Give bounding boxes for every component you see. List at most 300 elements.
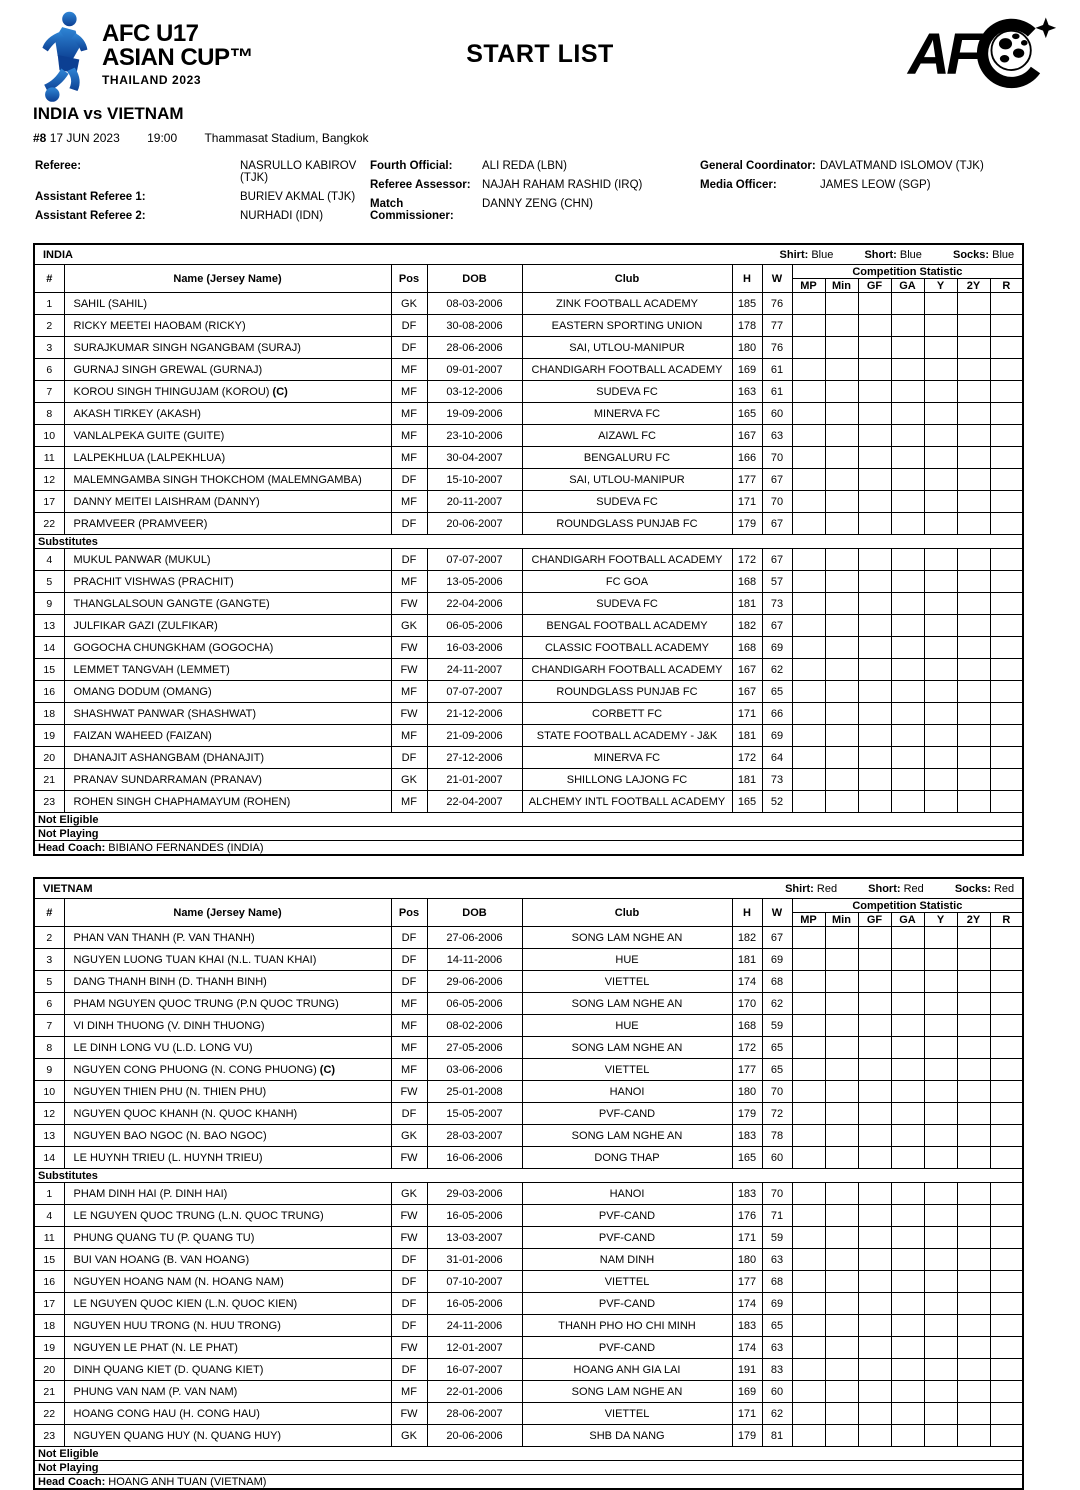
stat-cell [792,1059,825,1081]
kit-info [752,249,1015,261]
player-pos-cell: FW [391,1403,427,1425]
player-weight-cell: 81 [762,1425,792,1447]
player-height-cell: 174 [732,971,762,993]
player-dob-cell: 06-05-2006 [427,615,522,637]
player-height-cell: 181 [732,725,762,747]
player-num-cell: 19 [34,1337,64,1359]
player-row [34,1037,1023,1059]
player-row [34,1015,1023,1037]
player-club-cell: THANH PHO HO CHI MINH [522,1315,732,1337]
stat-cell [957,681,990,703]
player-club-cell: SAI, UTLOU-MANIPUR [522,469,732,491]
stat-cell [825,659,858,681]
player-dob-cell: 27-12-2006 [427,747,522,769]
stat-cell [825,1249,858,1271]
stat-cell [924,637,957,659]
player-weight-cell: 63 [762,1249,792,1271]
player-club-cell: SHB DA NANG [522,1425,732,1447]
stat-cell [858,1059,891,1081]
stat-cell [924,1315,957,1337]
stat-cell [858,993,891,1015]
stat-cell [825,315,858,337]
player-dob-cell: 21-09-2006 [427,725,522,747]
stat-cell [891,1183,924,1205]
official-label: Assistant Referee 2: [35,210,146,222]
player-weight-cell: 77 [762,315,792,337]
stat-cell [858,593,891,615]
player-row [34,1227,1023,1249]
player-num-cell: 22 [34,513,64,535]
stat-cell [924,971,957,993]
col-header-height: H [732,899,762,927]
player-num-cell: 9 [34,1059,64,1081]
kit-short-value: Blue [899,248,922,261]
stat-cell [957,949,990,971]
tournament-logo-line1: AFC U17 [102,20,199,47]
player-weight-cell: 61 [762,381,792,403]
stat-cell [891,1205,924,1227]
captain-marker: (C) [316,1063,336,1076]
player-pos-cell: DF [391,315,427,337]
stat-cell [858,1125,891,1147]
stat-cell [858,615,891,637]
stat-cell [792,1425,825,1447]
stat-cell [825,1315,858,1337]
stat-cell [891,293,924,315]
stat-cell [825,681,858,703]
stat-cell [891,425,924,447]
col-header-min: Min [825,913,858,927]
player-dob-cell: 08-02-2006 [427,1015,522,1037]
match-time: 19:00 [147,131,178,145]
player-num-cell: 13 [34,1125,64,1147]
col-header-pos: Pos [391,899,427,927]
stat-cell [957,381,990,403]
stat-cell [924,1015,957,1037]
player-club-cell: HUE [522,949,732,971]
player-num-cell: 21 [34,1381,64,1403]
stat-cell [858,491,891,513]
player-pos-cell: MF [391,1015,427,1037]
official-value: NURHADI (IDN) [240,210,324,222]
stat-cell [825,703,858,725]
stat-cell [924,1337,957,1359]
player-weight-cell: 59 [762,1015,792,1037]
player-row [34,1059,1023,1081]
stat-cell [825,593,858,615]
stat-cell [825,747,858,769]
player-dob-cell: 31-01-2006 [427,1249,522,1271]
player-pos-cell: DF [391,1359,427,1381]
stat-cell [825,491,858,513]
player-name-cell: NGUYEN LUONG TUAN KHAI (N.L. TUAN KHAI) [64,949,391,971]
head-coach-name: BIBIANO FERNANDES (INDIA) [105,841,264,854]
stat-cell [924,1147,957,1169]
player-height-cell: 165 [732,1147,762,1169]
stat-cell [858,359,891,381]
stat-cell [825,513,858,535]
player-weight-cell: 57 [762,571,792,593]
stat-cell [891,1015,924,1037]
team-name: INDIA [43,248,73,261]
kit-short-value: Red [903,882,924,895]
player-height-cell: 176 [732,1205,762,1227]
player-pos-cell: MF [391,403,427,425]
stat-cell [891,659,924,681]
stat-cell [825,791,858,813]
match-venue: Thammasat Stadium, Bangkok [204,131,369,145]
player-pos-cell: FW [391,1147,427,1169]
stat-cell [891,549,924,571]
player-pos-cell: FW [391,703,427,725]
player-num-cell: 15 [34,1249,64,1271]
stat-cell [858,447,891,469]
stat-cell [792,1183,825,1205]
stat-cell [825,1103,858,1125]
player-club-cell: VIETTEL [522,1271,732,1293]
col-header-weight: W [762,265,792,293]
official-label: Referee: [35,160,82,172]
stat-cell [990,315,1023,337]
stat-cell [858,747,891,769]
player-weight-cell: 73 [762,593,792,615]
player-weight-cell: 60 [762,1381,792,1403]
stat-cell [924,1249,957,1271]
stat-cell [990,747,1023,769]
player-pos-cell: FW [391,1205,427,1227]
stat-cell [792,491,825,513]
stat-cell [891,927,924,949]
stat-cell [924,703,957,725]
player-weight-cell: 63 [762,425,792,447]
player-row [34,1315,1023,1337]
stat-cell [825,403,858,425]
player-num-cell: 15 [34,659,64,681]
page-header [0,0,1080,102]
player-name-cell: PRANAV SUNDARRAMAN (PRANAV) [64,769,391,791]
stat-cell [825,447,858,469]
stat-cell [990,549,1023,571]
player-row [34,491,1023,513]
player-weight-cell: 69 [762,637,792,659]
official-label: Media Officer: [700,179,777,191]
player-weight-cell: 83 [762,1359,792,1381]
stat-cell [858,1015,891,1037]
player-dob-cell: 25-01-2008 [427,1081,522,1103]
player-height-cell: 168 [732,637,762,659]
stat-cell [957,359,990,381]
player-club-cell: MINERVA FC [522,403,732,425]
stat-cell [825,293,858,315]
player-name-cell: RICKY MEETEI HAOBAM (RICKY) [64,315,391,337]
match-details [33,131,1080,145]
stat-cell [792,513,825,535]
player-name-cell: VI DINH THUONG (V. DINH THUONG) [64,1015,391,1037]
player-height-cell: 183 [732,1315,762,1337]
player-dob-cell: 23-10-2006 [427,425,522,447]
player-dob-cell: 28-06-2006 [427,337,522,359]
player-num-cell: 4 [34,1205,64,1227]
player-club-cell: SUDEVA FC [522,593,732,615]
stat-cell [858,381,891,403]
player-height-cell: 172 [732,1037,762,1059]
stat-cell [990,571,1023,593]
stat-cell [924,1403,957,1425]
player-weight-cell: 62 [762,1403,792,1425]
player-height-cell: 180 [732,1249,762,1271]
stat-cell [957,1205,990,1227]
stat-cell [990,1381,1023,1403]
stat-cell [957,293,990,315]
player-name-cell: PHUNG VAN NAM (P. VAN NAM) [64,1381,391,1403]
player-row [34,769,1023,791]
col-header-2y: 2Y [957,279,990,293]
stat-cell [858,1425,891,1447]
stat-cell [924,491,957,513]
player-dob-cell: 16-07-2007 [427,1359,522,1381]
player-height-cell: 177 [732,469,762,491]
stat-cell [891,1227,924,1249]
player-num-cell: 2 [34,315,64,337]
star-icon [1036,18,1057,39]
stat-cell [792,1293,825,1315]
stat-cell [924,1081,957,1103]
stat-cell [957,571,990,593]
player-height-cell: 174 [732,1337,762,1359]
player-weight-cell: 68 [762,1271,792,1293]
player-weight-cell: 65 [762,1059,792,1081]
stat-cell [891,1293,924,1315]
stat-cell [825,1205,858,1227]
substitutes-row [34,1169,1023,1183]
team-table-india [33,243,1024,856]
player-name-cell: PHUNG QUANG TU (P. QUANG TU) [64,1227,391,1249]
stat-cell [792,293,825,315]
stat-cell [924,359,957,381]
stat-cell [957,725,990,747]
stat-cell [891,1425,924,1447]
player-pos-cell: GK [391,1425,427,1447]
stat-cell [924,1103,957,1125]
stat-cell [924,993,957,1015]
stat-cell [957,993,990,1015]
stat-cell [924,1037,957,1059]
player-dob-cell: 07-10-2007 [427,1271,522,1293]
stat-cell [990,637,1023,659]
stat-cell [990,491,1023,513]
player-club-cell: PVF-CAND [522,1337,732,1359]
player-height-cell: 191 [732,1359,762,1381]
stat-cell [792,725,825,747]
stat-cell [924,927,957,949]
player-club-cell: MINERVA FC [522,747,732,769]
not-playing-row [34,827,1023,841]
player-dob-cell: 27-06-2006 [427,927,522,949]
stat-cell [957,1271,990,1293]
stat-cell [825,637,858,659]
player-height-cell: 182 [732,615,762,637]
player-num-cell: 14 [34,1147,64,1169]
stat-cell [825,1183,858,1205]
stat-cell [792,659,825,681]
player-weight-cell: 69 [762,1293,792,1315]
stat-cell [891,447,924,469]
stat-cell [825,1271,858,1293]
col-header-weight: W [762,899,792,927]
stat-cell [825,1147,858,1169]
player-name-cell: GOGOCHA CHUNGKHAM (GOGOCHA) [64,637,391,659]
player-row [34,1125,1023,1147]
player-num-cell: 18 [34,1315,64,1337]
player-num-cell: 7 [34,1015,64,1037]
not-eligible-row [34,813,1023,827]
col-header-y: Y [924,913,957,927]
stat-cell [825,1359,858,1381]
player-height-cell: 169 [732,359,762,381]
player-weight-cell: 70 [762,1183,792,1205]
player-weight-cell: 76 [762,293,792,315]
player-dob-cell: 13-05-2006 [427,571,522,593]
player-dob-cell: 15-10-2007 [427,469,522,491]
official-value: DAVLATMAND ISLOMOV (TJK) [820,160,984,172]
player-dob-cell: 30-04-2007 [427,447,522,469]
player-club-cell: FC GOA [522,571,732,593]
stat-cell [924,1205,957,1227]
stat-cell [924,513,957,535]
player-pos-cell: MF [391,791,427,813]
stat-cell [858,769,891,791]
stat-cell [858,1249,891,1271]
stat-cell [792,1337,825,1359]
player-club-cell: SONG LAM NGHE AN [522,993,732,1015]
stat-cell [990,359,1023,381]
stat-cell [957,1147,990,1169]
kit-shirt-label: Shirt: [779,248,809,261]
player-height-cell: 167 [732,425,762,447]
player-row [34,359,1023,381]
player-num-cell: 7 [34,381,64,403]
stat-cell [957,403,990,425]
stat-cell [792,359,825,381]
stat-cell [891,359,924,381]
col-header-pos: Pos [391,265,427,293]
player-name-cell: ROHEN SINGH CHAPHAMAYUM (ROHEN) [64,791,391,813]
player-name-cell: MALEMNGAMBA SINGH THOKCHOM (MALEMNGAMBA) [64,469,391,491]
player-num-cell: 20 [34,747,64,769]
player-num-cell: 19 [34,725,64,747]
stat-cell [990,1081,1023,1103]
kit-info [757,883,1014,895]
stat-cell [792,337,825,359]
player-name-cell: LE NGUYEN QUOC TRUNG (L.N. QUOC TRUNG) [64,1205,391,1227]
stat-cell [858,1205,891,1227]
stat-cell [990,381,1023,403]
stat-cell [957,593,990,615]
stat-cell [891,571,924,593]
player-height-cell: 182 [732,927,762,949]
stat-cell [858,703,891,725]
player-name-cell: SHASHWAT PANWAR (SHASHWAT) [64,703,391,725]
player-club-cell: STATE FOOTBALL ACADEMY - J&K [522,725,732,747]
stat-cell [825,1337,858,1359]
player-dob-cell: 07-07-2007 [427,549,522,571]
player-num-cell: 20 [34,1359,64,1381]
stat-cell [891,1081,924,1103]
stat-cell [924,1183,957,1205]
stat-cell [924,337,957,359]
stat-cell [924,1227,957,1249]
player-row [34,337,1023,359]
player-height-cell: 183 [732,1183,762,1205]
player-club-cell: CHANDIGARH FOOTBALL ACADEMY [522,549,732,571]
player-height-cell: 171 [732,491,762,513]
stat-cell [990,1037,1023,1059]
stat-cell [990,1425,1023,1447]
col-header-height: H [732,265,762,293]
player-row [34,1103,1023,1125]
stat-cell [891,681,924,703]
player-dob-cell: 08-03-2006 [427,293,522,315]
substitutes-row [34,535,1023,549]
player-row [34,637,1023,659]
player-pos-cell: DF [391,949,427,971]
stat-cell [990,593,1023,615]
player-name-cell: DANNY MEITEI LAISHRAM (DANNY) [64,491,391,513]
col-header-stats-group: Competition Statistic [792,265,1023,279]
stat-cell [957,659,990,681]
stat-cell [924,593,957,615]
stat-cell [792,1227,825,1249]
stat-cell [957,425,990,447]
stat-cell [825,359,858,381]
col-header-ga: GA [891,279,924,293]
player-name-cell: NGUYEN BAO NGOC (N. BAO NGOC) [64,1125,391,1147]
stat-cell [924,1059,957,1081]
stat-cell [858,1227,891,1249]
player-pos-cell: FW [391,1337,427,1359]
stat-cell [990,1293,1023,1315]
player-pos-cell: DF [391,927,427,949]
player-num-cell: 17 [34,491,64,513]
player-row [34,681,1023,703]
stat-cell [924,747,957,769]
stat-cell [858,425,891,447]
player-height-cell: 181 [732,949,762,971]
player-pos-cell: MF [391,447,427,469]
not-playing-row-cell: Not Playing [34,827,1023,841]
player-height-cell: 168 [732,1015,762,1037]
stat-cell [957,1183,990,1205]
stat-cell [924,1425,957,1447]
stat-cell [990,1103,1023,1125]
player-club-cell: SUDEVA FC [522,381,732,403]
stat-cell [990,1271,1023,1293]
stat-cell [924,769,957,791]
stat-cell [891,703,924,725]
stat-cell [792,615,825,637]
stat-cell [858,791,891,813]
col-header-mp: MP [792,913,825,927]
column-header-row [34,899,1023,913]
stat-cell [792,1081,825,1103]
player-weight-cell: 65 [762,681,792,703]
player-height-cell: 178 [732,315,762,337]
stat-cell [891,1359,924,1381]
player-weight-cell: 69 [762,725,792,747]
player-dob-cell: 22-04-2007 [427,791,522,813]
player-pos-cell: DF [391,337,427,359]
stat-cell [792,1271,825,1293]
